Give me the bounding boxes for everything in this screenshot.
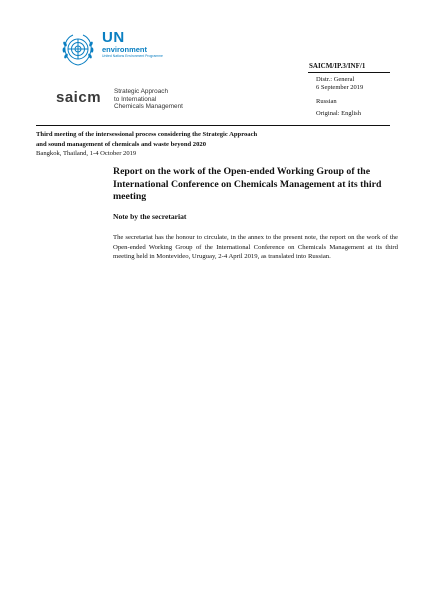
un-environment-logo [58, 30, 178, 74]
document-language: Russian [316, 98, 337, 105]
un-sub-text: United Nations Environment Programme [102, 54, 163, 58]
meeting-title-line-2: and sound management of chemicals and waste beyond 2020 [36, 141, 206, 148]
body-paragraph: The secretariat has the honour to circulate, in the annex to the present note, the report on the work of the Open-ended Working Group of the International Conference on Chemicals Management at its third meeting held in Montevideo, Uruguay, 2-4 April 2019, as translated into Russian. [113, 234, 398, 260]
symbol-divider [308, 72, 390, 73]
saicm-line-1: Strategic Approach [114, 88, 168, 95]
un-wordmark [102, 30, 163, 58]
saicm-logo [56, 88, 206, 116]
saicm-line-2: to International [114, 95, 157, 103]
un-env-text: environment [102, 45, 148, 54]
meeting-venue: Bangkok, Thailand, 1-4 October 2019 [36, 150, 137, 157]
distribution-text: Distr.: General [316, 76, 355, 83]
saicm-wordmark: saicm [56, 89, 102, 106]
note-by-secretariat: Note by the secretariat [113, 212, 187, 221]
un-text: UN [102, 29, 125, 46]
saicm-line-3: Chemicals Management [114, 103, 183, 111]
document-date: 6 September 2019 [316, 84, 364, 91]
document-symbol: SAICM/IP.3/INF/1 [309, 62, 366, 70]
meeting-title-line-1: Third meeting of the intersessional process considering the Strategic Approach [36, 131, 258, 138]
original-language: Original: English [316, 110, 361, 117]
saicm-description [114, 88, 183, 111]
report-title: Report on the work of the Open-ended Working Group of the International Conference on Chemicals Management at its third meeting [113, 166, 382, 202]
un-emblem-icon [58, 30, 98, 70]
header-divider [36, 125, 390, 126]
